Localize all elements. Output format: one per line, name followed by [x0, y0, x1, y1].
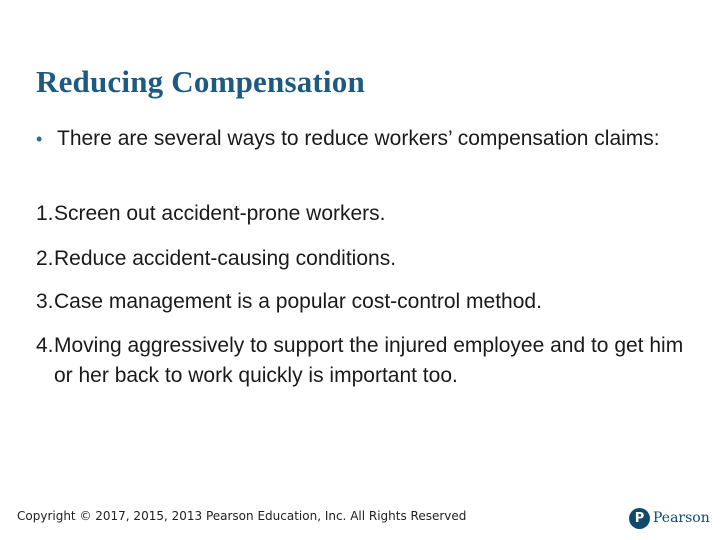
- copyright-notice: Copyright © 2017, 2015, 2013 Pearson Education, Inc. All Rights Reserved: [17, 509, 467, 523]
- list-item-number: 2.: [36, 247, 54, 270]
- list-item-text: Moving aggressively to support the injured employee and to get him or her back to work quickly is important too.: [54, 334, 684, 387]
- list-item: [36, 331, 686, 391]
- bullet-text: There are several ways to reduce workers’ compensation claims:: [57, 127, 660, 150]
- list-item-number: 4.: [36, 334, 54, 357]
- pearson-wordmark: Pearson: [653, 510, 710, 526]
- list-item: [36, 199, 686, 229]
- slide-title: Reducing Compensation: [36, 64, 365, 99]
- pearson-logo-icon: P: [629, 508, 650, 529]
- list-item-text: Reduce accident-causing conditions.: [54, 247, 397, 270]
- bullet-marker: •: [36, 129, 43, 149]
- bullet-item: [36, 125, 686, 153]
- list-item: [36, 287, 686, 317]
- pearson-logo: [629, 506, 710, 530]
- list-item-number: 1.: [36, 202, 54, 225]
- list-item-text: Screen out accident-prone workers.: [54, 202, 386, 225]
- list-item-number: 3.: [36, 290, 54, 313]
- list-item-text: Case management is a popular cost-control method.: [54, 290, 542, 313]
- list-item: [36, 244, 686, 274]
